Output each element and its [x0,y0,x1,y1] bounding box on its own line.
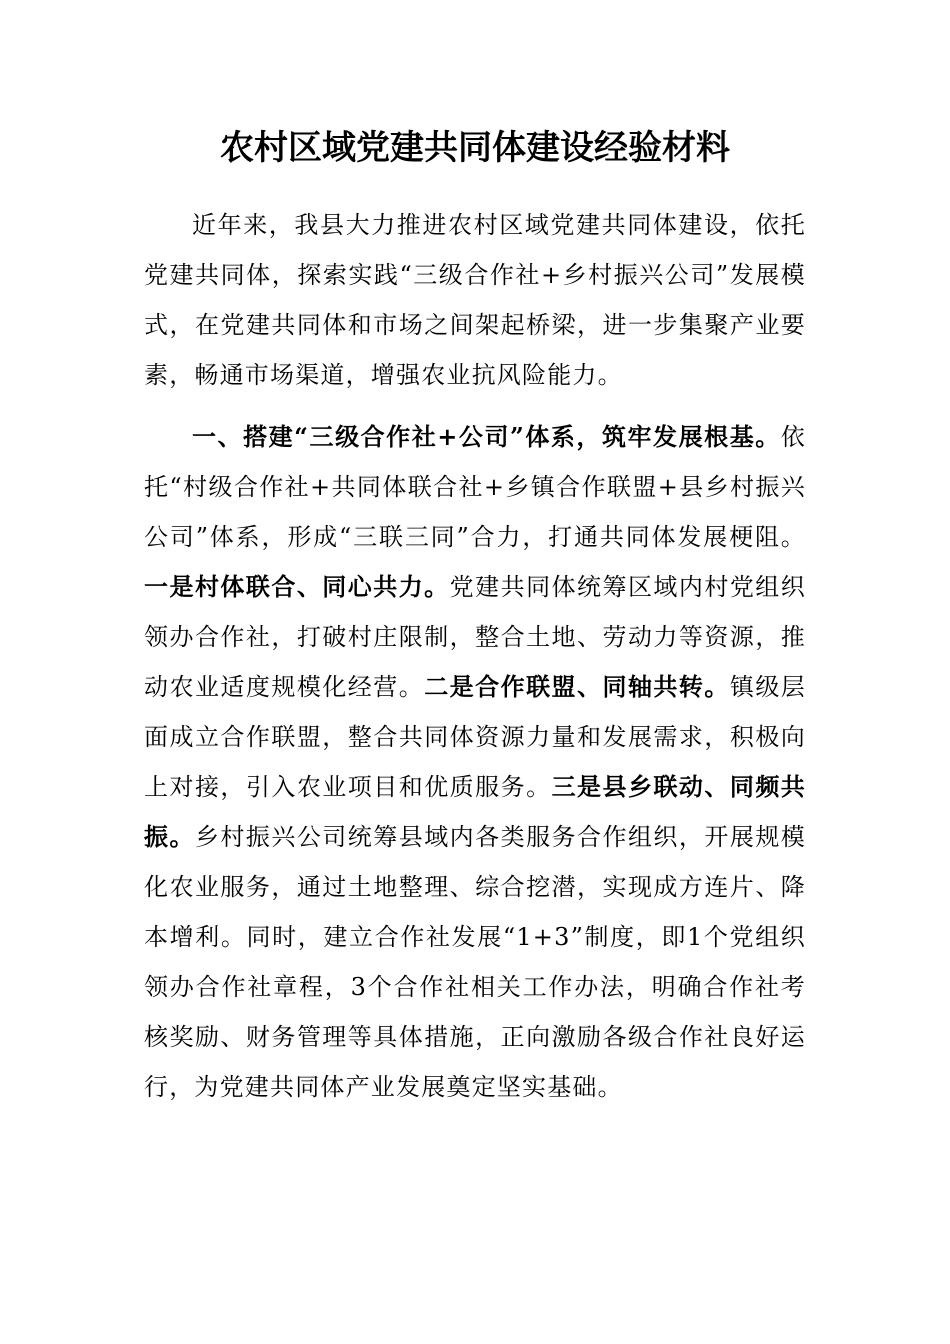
point3-label: 三是县乡联动、同频共振。 [144,772,807,851]
section1-text: 依托“村级合作社+共同体联合社+乡镇合作联盟+县乡村振兴公司”体系，形成“三联三同”合力，打通共同体发展梗阻。 [144,423,806,551]
point2-text: 镇级层面成立合作联盟，整合共同体资源力量和发展需求，积极向上对接，引入农业项目和优质服务。 [144,673,806,801]
point1-text: 党建共同体统筹区域内村党组织领办合作社，打破村庄限制，整合土地、劳动力等资源，推动农业适度规模化经营。 [144,573,806,701]
point2-label: 二是合作联盟、同轴共转。 [424,672,730,701]
intro-paragraph: 近年来，我县大力推进农村区域党建共同体建设，依托党建共同体，探索实践“三级合作社+乡村振兴公司”发展模式，在党建共同体和市场之间架起桥梁，进一步集聚产业要素，畅通市场渠道，增强农业抗风险能力。 [144,211,806,389]
section1-heading: 一、搭建“三级合作社+公司”体系，筑牢发展根基。 [192,422,781,451]
point1-label: 一是村体联合、同心共力。 [144,572,450,601]
section1-paragraph [144,412,806,1112]
point3-text: 乡村振兴公司统筹县域内各类服务合作组织，开展规模化农业服务，通过土地整理、综合挖潜，实现成方连片、降本增利。同时，建立合作社发展“1+3”制度，即1个党组织领办合作社章程，3个合作社相关工作办法，明确合作社考核奖励、财务管理等具体措施，正向激励各级合作社良好运行，为党建共同体产业发展奠定坚实基础。 [144,823,806,1101]
document-title: 农村区域党建共同体建设经验材料 [220,128,730,168]
